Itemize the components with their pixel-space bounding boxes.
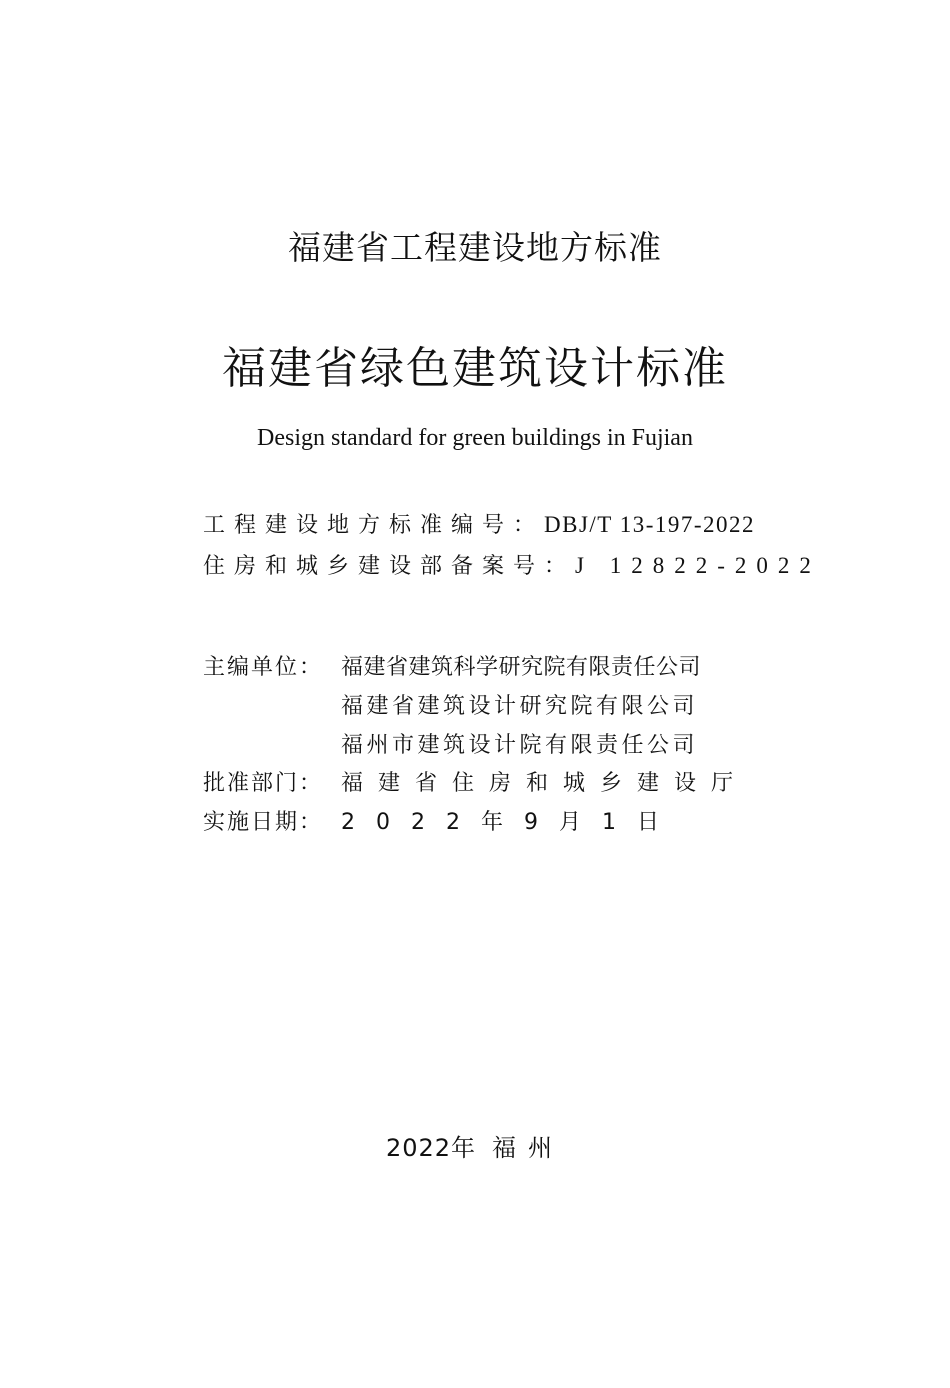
implementation-row [203,805,680,836]
approval-value: 福建省住房和城乡建设厅 [341,771,749,796]
implementation-value: 2022年9月1日 [341,810,680,835]
editor-unit-2: 福建省建筑设计研究院有限公司 [341,694,699,719]
editor-unit-3: 福州市建筑设计院有限责任公司 [341,733,699,758]
editor-label: 主编单位： [203,655,324,680]
publication-year: 2022年 [385,1134,477,1162]
local-standard-number [203,508,755,539]
record-label: 住房和城乡建设部备案号： [203,554,576,579]
main-title: 福建省绿色建筑设计标准 [222,343,728,394]
publication-city: 福州 [492,1134,565,1162]
approval-label: 批准部门： [203,771,324,796]
local-standard-label: 工程建设地方标准编号： [203,513,545,538]
implementation-label: 实施日期： [203,810,324,835]
approval-row [203,766,748,797]
editor-unit-1: 福建省建筑科学研究院有限责任公司 [341,655,702,680]
record-value: J 12822-2022 [575,553,821,578]
editor-row [203,650,701,681]
local-standard-value: DBJ/T 13-197-2022 [544,512,756,537]
record-number [203,549,821,580]
series-title: 福建省工程建设地方标准 [288,228,662,267]
publication-footer [0,1128,950,1163]
english-title: Design standard for green buildings in Fujian [257,425,693,451]
